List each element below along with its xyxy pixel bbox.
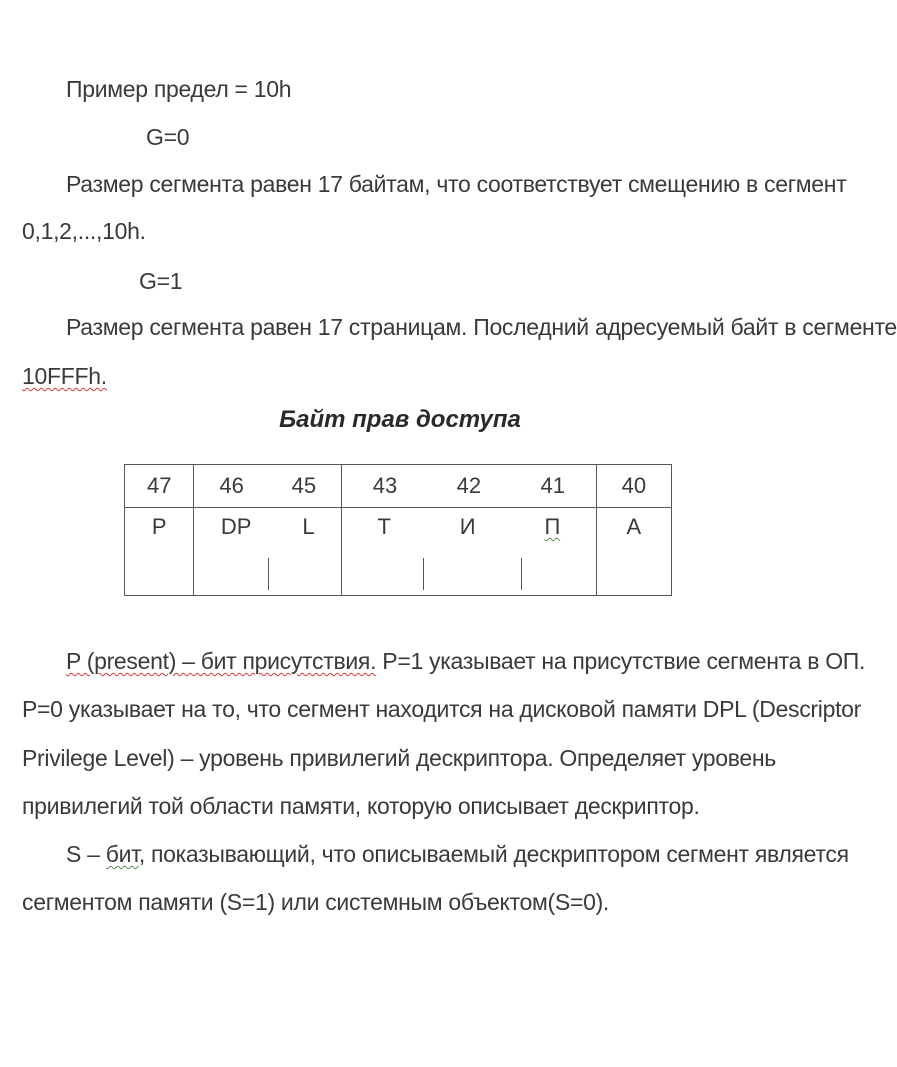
field-pe: П: [544, 514, 561, 539]
bit-43: 43: [372, 473, 398, 498]
description-line-4: привилегий той области памяти, которую описывает дескриптор.: [22, 793, 700, 819]
bit-46: 46: [219, 473, 244, 498]
bit-term: бит: [105, 841, 139, 867]
bit-40: 40: [596, 465, 671, 508]
field-p: P: [125, 508, 194, 596]
bit-43-41: [342, 465, 597, 508]
description-line-2: P=0 указывает на то, что сегмент находится на дисковой памяти DPL (Descriptor: [22, 696, 862, 722]
bit-46-45: [194, 465, 342, 508]
field-t: T: [377, 514, 391, 539]
divider-mark: [521, 558, 522, 590]
bit-45: 45: [291, 473, 317, 498]
paragraph-2-line-1: Размер сегмента равен 17 страницам. Последний адресуемый байт в сегменте: [66, 314, 897, 340]
field-row: [125, 508, 672, 596]
paragraph-1-line-2: 0,1,2,...,10h.: [22, 218, 146, 244]
example-line: Пример предел = 10h: [66, 76, 292, 102]
paragraph-2-line-2: [22, 363, 107, 390]
field-type: [342, 508, 597, 596]
description-line-1: P (present) – бит присутствия. P=1 указывает на присутствие сегмента в ОП.: [66, 648, 866, 674]
table-title: Байт прав доступа: [279, 406, 521, 433]
description-line-6: сегментом памяти (S=1) или системным объектом(S=0).: [22, 889, 610, 915]
description-line-3: Privilege Level) – уровень привилегий дескриптора. Определяет уровень: [22, 745, 776, 771]
paragraph-1-line-1: Размер сегмента равен 17 байтам, что соответствует смещению в сегмент: [66, 171, 847, 197]
granularity-g0: G=0: [146, 124, 190, 150]
bit-41: 41: [540, 473, 565, 498]
address-value: 10FFFh.: [22, 363, 107, 389]
present-bit-term: P (present) – бит присутствия.: [66, 648, 377, 674]
divider-mark: [268, 558, 269, 590]
field-dp: DP: [220, 514, 252, 539]
description-line-5: S – бит, показывающий, что описываемый дескриптором сегмент является: [66, 841, 849, 867]
bit-47: 47: [125, 465, 194, 508]
granularity-g1: G=1: [139, 268, 183, 294]
field-l: L: [302, 514, 315, 539]
field-a: A: [596, 508, 671, 596]
bit-42: 42: [456, 473, 482, 498]
field-i: И: [459, 514, 476, 539]
bit-number-row: [125, 465, 672, 508]
access-rights-table: [124, 464, 672, 596]
divider-mark: [423, 558, 424, 590]
